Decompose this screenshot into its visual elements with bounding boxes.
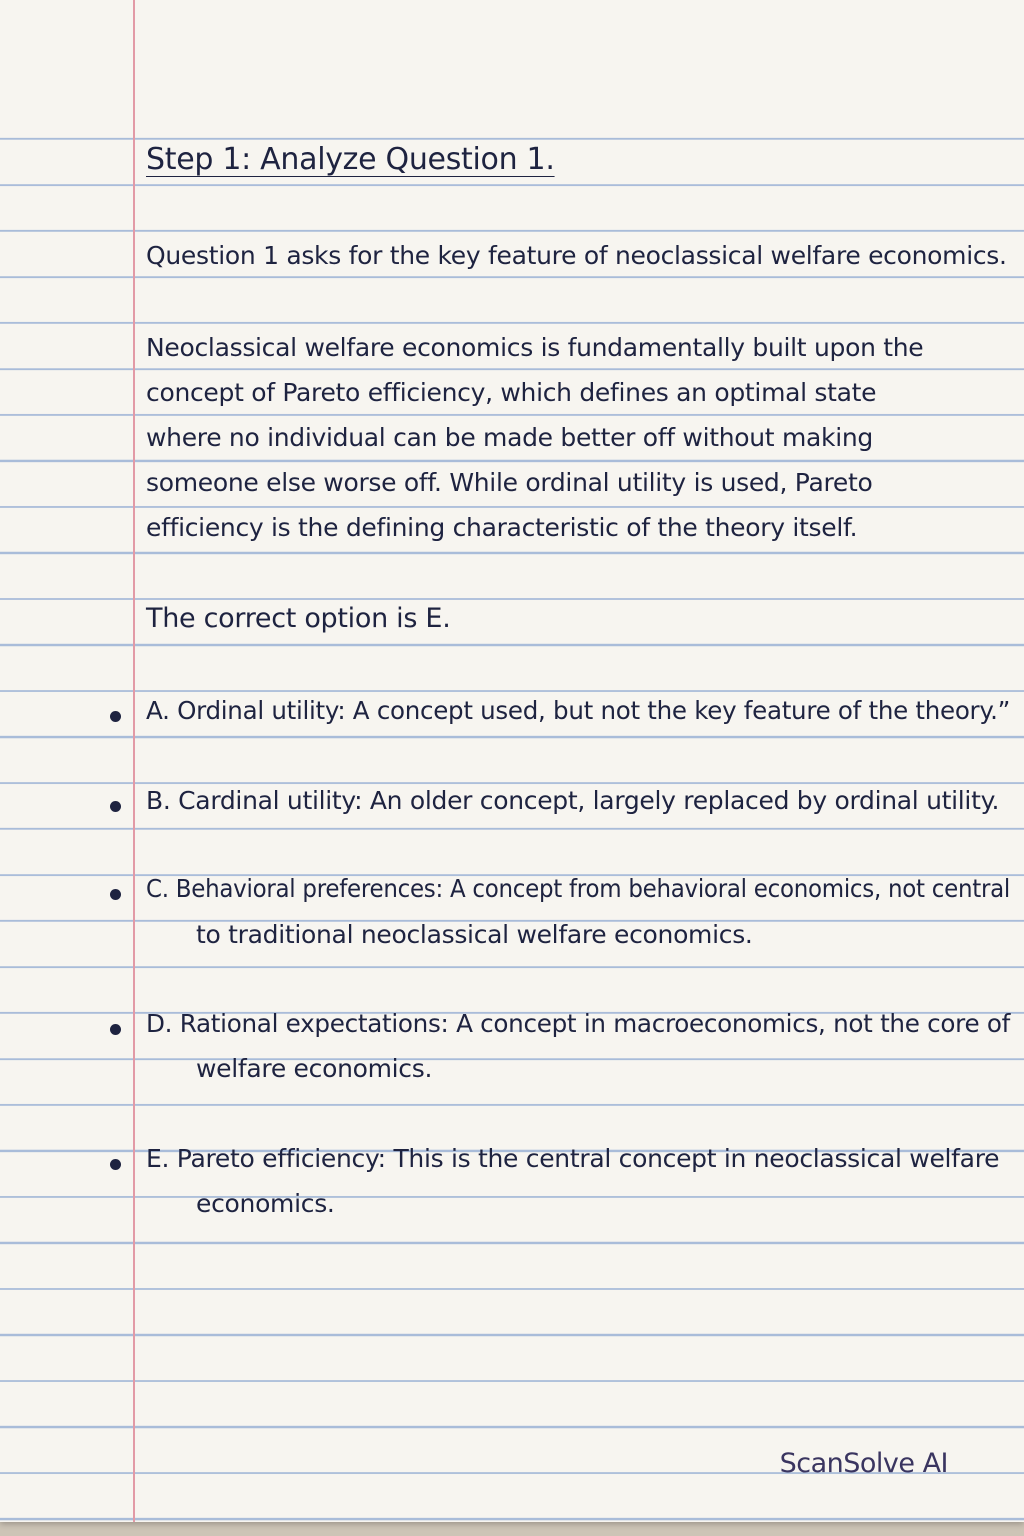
bullet-icon — [110, 1024, 121, 1035]
correct-answer: The correct option is E. — [146, 603, 451, 634]
option-e-continued: economics. — [196, 1189, 335, 1218]
page-top-margin — [0, 0, 1024, 132]
bullet-icon — [110, 711, 121, 722]
option-d-continued: welfare economics. — [196, 1054, 433, 1083]
option-d: D. Rational expectations: A concept in macroeconomics, not the core of — [146, 1009, 1010, 1038]
step-heading: Step 1: Analyze Question 1. — [146, 142, 555, 177]
explanation-line: concept of Pareto efficiency, which defines an optimal state — [146, 378, 877, 407]
option-e: E. Pareto efficiency: This is the central concept in neoclassical welfare — [146, 1144, 1000, 1173]
bullet-icon — [110, 801, 121, 812]
explanation-line: Neoclassical welfare economics is fundamentally built upon the — [146, 333, 924, 362]
option-c: C. Behavioral preferences: A concept from behavioral economics, not central — [146, 874, 1011, 903]
explanation-line: where no individual can be made better off without making — [146, 423, 873, 452]
option-a: A. Ordinal utility: A concept used, but not the key feature of the theory.” — [146, 696, 1011, 725]
option-c-continued: to traditional neoclassical welfare economics. — [196, 920, 753, 949]
option-b: B. Cardinal utility: An older concept, largely replaced by ordinal utility. — [146, 786, 1000, 815]
explanation-line: someone else worse off. While ordinal utility is used, Pareto — [146, 468, 873, 497]
explanation-line: efficiency is the defining characteristic of the theory itself. — [146, 513, 858, 542]
margin-line — [133, 0, 135, 1522]
bullet-icon — [110, 1159, 121, 1170]
bullet-icon — [110, 889, 121, 900]
brand-watermark: ScanSolve AI — [779, 1448, 948, 1479]
question-intro: Question 1 asks for the key feature of neoclassical welfare economics. — [146, 241, 1007, 270]
